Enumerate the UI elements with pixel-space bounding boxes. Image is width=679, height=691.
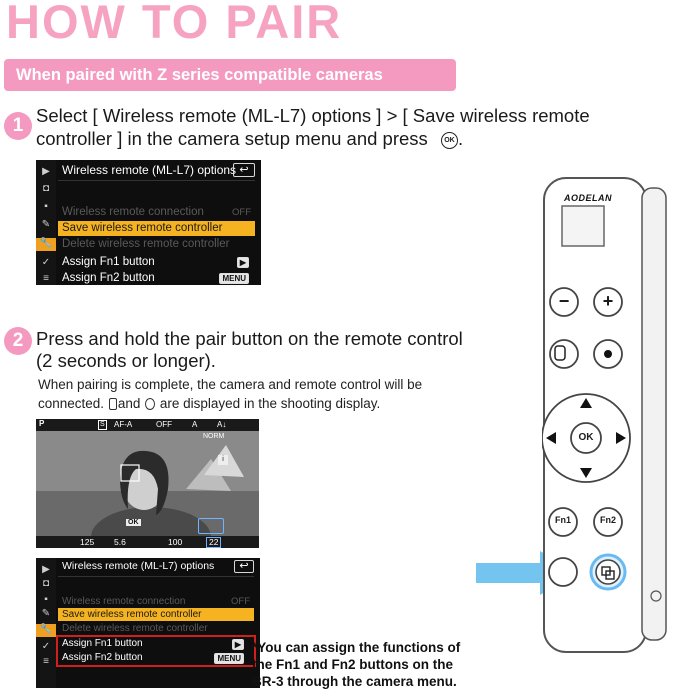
focus-mode: AF-A (114, 420, 133, 429)
playback-menu-icon: ▶ (42, 564, 50, 575)
step-1-line-2-text: controller ] in the camera setup menu and press (36, 128, 428, 149)
menu-item-label: Wireless remote connection (62, 596, 186, 607)
menu-button-icon: MENU (219, 273, 249, 284)
menu-item-label: Delete wireless remote controller (62, 238, 230, 250)
wrench-icon: 🔧 (36, 624, 56, 637)
shooting-mode: P (39, 419, 45, 428)
note-line-3: BR-3 through the camera menu. (252, 674, 457, 689)
sub-text-c: are displayed in the shooting display. (159, 396, 381, 411)
back-icon[interactable]: ↩ (234, 560, 254, 573)
camera-icon: ◘ (42, 578, 50, 589)
menu-item-value: OFF (231, 596, 250, 607)
remote-connected-icon (109, 398, 117, 410)
vr-status: OFF (156, 420, 172, 429)
camera-menu-screen-1 (36, 160, 261, 285)
step-2-line-1: Press and hold the pair button on the remote control (36, 328, 463, 349)
menu-item-assign-fn2[interactable] (58, 651, 254, 665)
pencil-icon: ✎ (41, 608, 51, 619)
menu-button-icon: MENU (214, 653, 244, 664)
menu-item-label: Delete wireless remote controller (62, 623, 208, 634)
playback-icon: ▶ (232, 639, 244, 650)
live-view-top-bar (36, 419, 259, 431)
live-view-scene (36, 419, 259, 548)
pencil-icon: ✎ (41, 219, 51, 230)
menu-title: Wireless remote (ML-L7) options (62, 560, 215, 572)
shots-remaining: 22 (206, 537, 221, 548)
my-menu-icon: ≡ (43, 273, 49, 284)
remote-plus-button[interactable]: + (602, 291, 614, 311)
step-2-line-2: (2 seconds or longer). (36, 350, 216, 371)
menu-item-assign-fn1[interactable] (58, 637, 254, 651)
live-view-bottom-bar (36, 536, 259, 548)
menu-item-label: Save wireless remote controller (62, 222, 223, 234)
menu-item-delete-wireless-remote-controller[interactable] (58, 237, 255, 252)
step-1-badge: 1 (4, 112, 32, 140)
menu-item-label: Assign Fn1 button (62, 256, 155, 268)
step-2-badge: 2 (4, 327, 32, 355)
camera-menu-screen-2 (36, 558, 260, 688)
menu-divider (58, 576, 254, 577)
camera-icon: ◘ (42, 183, 50, 194)
step-2-sub-line-2 (38, 394, 380, 413)
remote-record-button[interactable] (556, 366, 584, 390)
release-mode-icon: S (100, 421, 105, 428)
menu-title: Wireless remote (ML-L7) options (62, 163, 237, 177)
page-title: HOW TO PAIR (6, 0, 343, 48)
menu-item-wireless-remote-connection[interactable] (58, 205, 255, 220)
sub-text-a: connected. (38, 396, 105, 411)
remote-bluetooth-indicator (198, 518, 224, 534)
menu-item-save-wireless-remote-controller[interactable] (58, 608, 254, 621)
step-1-line-2: controller ] in the camera setup menu and press OK . (36, 128, 464, 149)
menu-item-label: Assign Fn1 button (62, 638, 143, 649)
iso-value: 100 (168, 537, 183, 547)
menu-item-label: Assign Fn2 button (62, 272, 155, 284)
menu-item-assign-fn1[interactable] (58, 254, 255, 270)
section-banner: When paired with Z series compatible cameras (4, 59, 456, 91)
info-icon: i (218, 455, 228, 465)
ok-button-icon: OK (441, 132, 458, 149)
back-icon[interactable]: ↩ (233, 163, 255, 177)
playback-menu-icon: ▶ (42, 166, 50, 177)
image-quality: NORM (203, 433, 225, 440)
remote-minus-button[interactable]: − (558, 291, 570, 311)
menu-sidebar (36, 160, 56, 285)
white-balance: A↓ (217, 420, 227, 429)
aperture-value: 5.6 (114, 537, 126, 547)
shutter-speed: 125 (80, 537, 95, 547)
menu-item-save-wireless-remote-controller[interactable] (58, 221, 255, 236)
ok-indicator: OK (128, 519, 139, 526)
camera-live-view (36, 419, 259, 548)
remote-pair-button[interactable] (594, 558, 622, 586)
remote-ok-button[interactable]: OK (578, 432, 594, 443)
menu-item-label: Save wireless remote controller (62, 609, 202, 620)
menu-divider (58, 180, 255, 181)
menu-sidebar (36, 558, 56, 688)
remote-fn1-button[interactable]: Fn1 (554, 515, 571, 525)
menu-item-label: Wireless remote connection (62, 206, 204, 218)
metering-mode: A (192, 420, 198, 429)
movie-icon: ▪ (44, 594, 48, 605)
menu-item-delete-wireless-remote-controller[interactable] (58, 622, 254, 635)
menu-item-wireless-remote-connection[interactable] (58, 595, 254, 608)
menu-item-label: Assign Fn2 button (62, 652, 143, 663)
sub-text-b: and (117, 396, 141, 411)
wrench-icon: 🔧 (36, 238, 56, 251)
remote-fn2-button[interactable]: Fn2 (599, 515, 616, 525)
step-2-sub-line-1: When pairing is complete, the camera and remote control will be (38, 377, 423, 392)
step-1-line-1: Select [ Wireless remote (ML-L7) options ] > [ Save wireless remote (36, 105, 590, 126)
remote-brand-label: AODELAN (564, 193, 612, 203)
playback-icon: ▶ (237, 257, 249, 268)
note-line-2: the Fn1 and Fn2 buttons on the (252, 657, 453, 672)
menu-item-assign-fn2[interactable] (58, 270, 255, 285)
my-menu-icon: ≡ (43, 656, 49, 667)
bluetooth-icon (145, 398, 155, 410)
menu-item-value: OFF (232, 207, 251, 218)
retouch-icon: ✓ (41, 641, 51, 652)
retouch-icon: ✓ (41, 257, 51, 268)
movie-icon: ▪ (44, 201, 48, 212)
note-line-1: *You can assign the functions of (252, 640, 461, 655)
